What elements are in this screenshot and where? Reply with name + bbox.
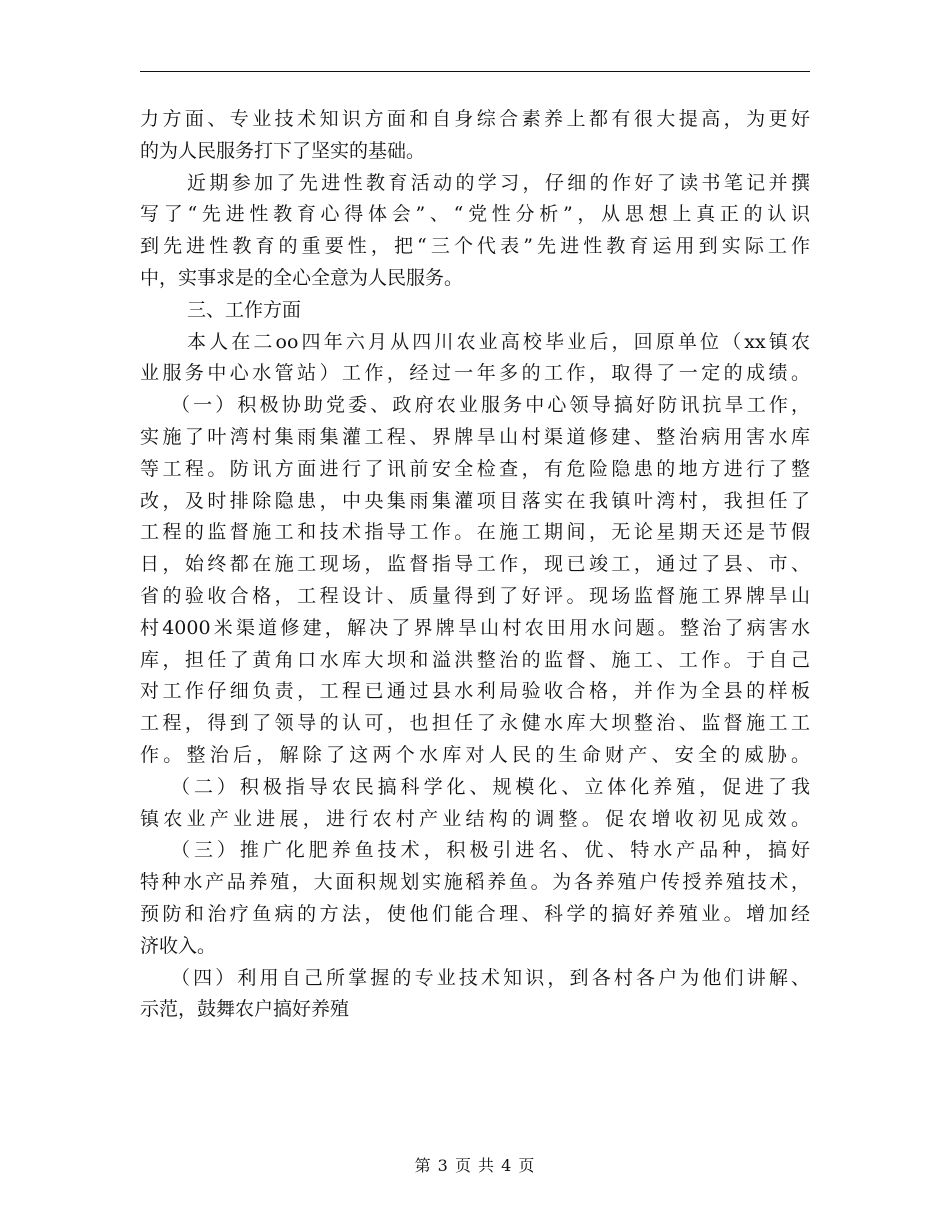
text-line: 对工作仔细负责，工程已通过县水利局验收合格，并作为全县的样板 <box>140 680 810 703</box>
text-line: 本人在二oo四年六月从四川农业高校毕业后，回原单位（xx镇农 <box>187 330 810 353</box>
text-line: 等工程。防讯方面进行了讯前安全检查，有危险隐患的地方进行了整 <box>140 457 810 480</box>
text-line: 预防和治疗鱼病的方法，使他们能合理、科学的搞好养殖业。增加经 <box>140 902 810 925</box>
text-line: 到先进性教育的重要性，把“三个代表”先进性教育运用到实际工作 <box>140 235 810 258</box>
text-line: 三、工作方面 <box>187 298 302 321</box>
text-line: 力方面、专业技术知识方面和自身综合素养上都有很大提高，为更好 <box>140 108 810 130</box>
text-line: （二）积极指导农民搞科学化、规模化、立体化养殖，促进了我 <box>171 775 810 798</box>
text-line: 业服务中心水管站）工作，经过一年多的工作，取得了一定的成绩。 <box>140 362 810 385</box>
text-line: 示范，鼓舞农户搞好养殖 <box>140 998 350 1021</box>
text-line: 镇农业产业进展，进行农村产业结构的调整。促农增收初见成效。 <box>140 807 810 830</box>
text-line: 济收入。 <box>140 934 217 957</box>
text-line: 工程，得到了领导的认可，也担任了永健水库大坝整治、监督施工工 <box>140 712 810 735</box>
text-line: 库，担任了黄角口水库大坝和溢洪整治的监督、施工、工作。于自己 <box>140 648 810 671</box>
page-footer: 第 3 页 共 4 页 <box>414 1156 536 1175</box>
text-line: （一）积极协助党委、政府农业服务中心领导搞好防讯抗旱工作， <box>171 394 810 417</box>
text-line: （三）推广化肥养鱼技术，积极引进名、优、特水产品种，搞好 <box>171 839 810 862</box>
text-line: 日，始终都在施工现场，监督指导工作，现已竣工，通过了县、市、 <box>140 553 810 576</box>
text-line: 中，实事求是的全心全意为人民服务。 <box>140 266 464 289</box>
text-line: 工程的监督施工和技术指导工作。在施工期间，无论星期天还是节假 <box>140 521 810 544</box>
text-line: 实施了叶湾村集雨集灌工程、界牌旱山村渠道修建、整治病用害水库 <box>140 425 810 448</box>
body-text <box>140 104 810 1026</box>
header-rule <box>140 71 810 72</box>
text-line: 改，及时排除隐患，中央集雨集灌项目落实在我镇叶湾村，我担任了 <box>140 489 810 512</box>
text-line: 近期参加了先进性教育活动的学习，仔细的作好了读书笔记并撰 <box>187 171 810 194</box>
text-line: 省的验收合格，工程设计、质量得到了好评。现场监督施工界牌旱山 <box>140 584 810 607</box>
text-line: （四）利用自己所掌握的专业技术知识，到各村各户为他们讲解、 <box>171 966 810 989</box>
text-line: 村4000米渠道修建，解决了界牌旱山村农田用水问题。整治了病害水 <box>140 616 810 639</box>
text-line: 写了“先进性教育心得体会”、“党性分析”，从思想上真正的认识 <box>140 203 810 226</box>
text-line: 作。整治后，解除了这两个水库对人民的生命财产、安全的威胁。 <box>140 743 810 766</box>
text-line: 的为人民服务打下了坚实的基础。 <box>140 139 426 162</box>
text-line: 特种水产品养殖，大面积规划实施稻养鱼。为各养殖户传授养殖技术， <box>140 871 810 894</box>
